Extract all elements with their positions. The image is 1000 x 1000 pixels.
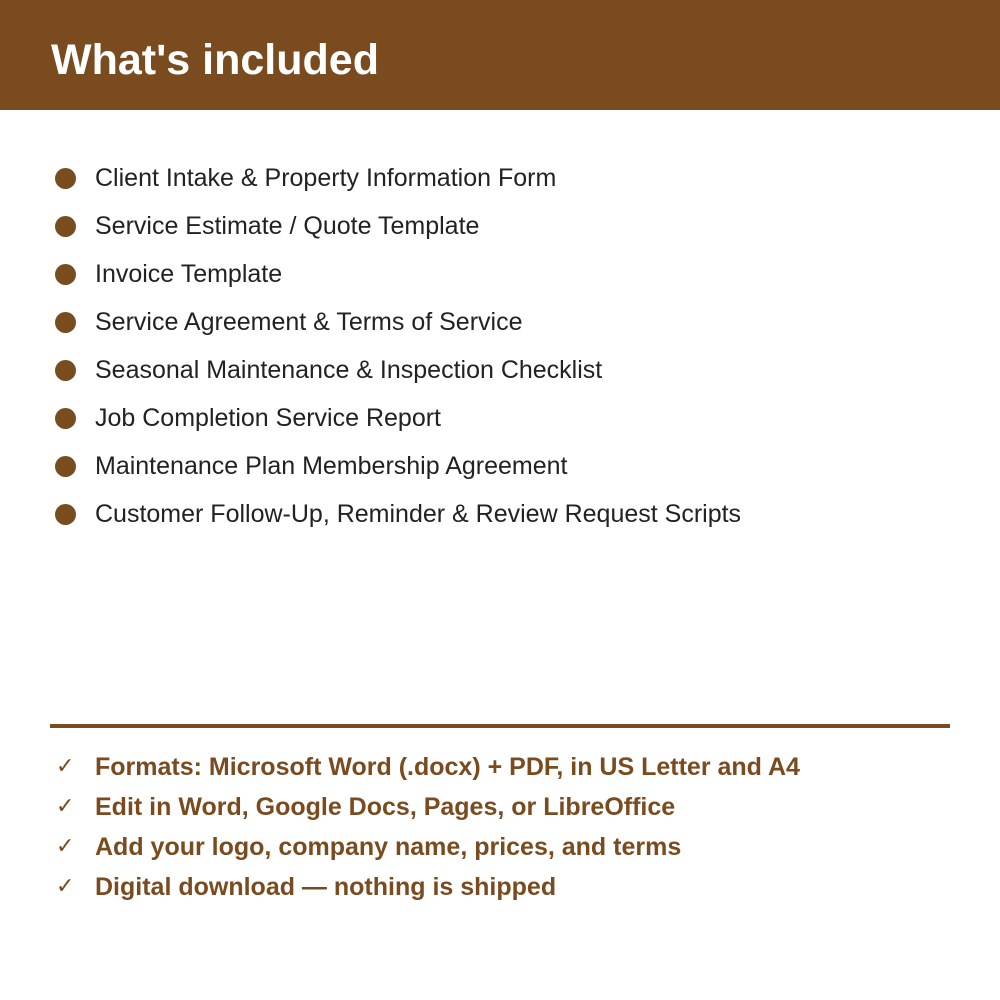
list-item xyxy=(0,490,1000,538)
feature-item xyxy=(0,868,1000,908)
features-list xyxy=(0,748,1000,908)
checkmark-icon: ✓ xyxy=(56,754,75,779)
feature-item xyxy=(0,828,1000,868)
list-item-label: Customer Follow-Up, Reminder & Review Request Scripts xyxy=(95,500,742,528)
bullet-dot-icon xyxy=(55,264,76,285)
list-item-label: Service Estimate / Quote Template xyxy=(95,212,480,240)
list-item-label: Service Agreement & Terms of Service xyxy=(95,308,523,336)
bullet-dot-icon xyxy=(55,216,76,237)
feature-label: Digital download — nothing is shipped xyxy=(95,873,557,901)
bullet-dot-icon xyxy=(55,360,76,381)
list-item xyxy=(0,442,1000,490)
list-item-label: Job Completion Service Report xyxy=(95,404,441,432)
list-item xyxy=(0,154,1000,202)
feature-item xyxy=(0,748,1000,788)
checkmark-icon: ✓ xyxy=(56,834,75,859)
bullet-dot-icon xyxy=(55,312,76,333)
section-divider xyxy=(50,724,950,728)
list-item-label: Invoice Template xyxy=(95,260,283,288)
included-items-list xyxy=(0,154,1000,538)
page-title: What's included xyxy=(51,36,379,84)
list-item xyxy=(0,298,1000,346)
bullet-dot-icon xyxy=(55,456,76,477)
feature-label: Add your logo, company name, prices, and terms xyxy=(95,833,682,861)
list-item-label: Maintenance Plan Membership Agreement xyxy=(95,452,568,480)
list-item xyxy=(0,250,1000,298)
list-item-label: Seasonal Maintenance & Inspection Checklist xyxy=(95,356,603,384)
checkmark-icon: ✓ xyxy=(56,874,75,899)
list-item xyxy=(0,202,1000,250)
bullet-dot-icon xyxy=(55,408,76,429)
header-banner xyxy=(0,0,1000,110)
feature-item xyxy=(0,788,1000,828)
list-item xyxy=(0,394,1000,442)
feature-label: Formats: Microsoft Word (.docx) + PDF, in US Letter and A4 xyxy=(95,753,800,781)
list-item xyxy=(0,346,1000,394)
list-item-label: Client Intake & Property Information Form xyxy=(95,164,557,192)
bullet-dot-icon xyxy=(55,504,76,525)
checkmark-icon: ✓ xyxy=(56,794,75,819)
feature-label: Edit in Word, Google Docs, Pages, or LibreOffice xyxy=(95,793,676,821)
bullet-dot-icon xyxy=(55,168,76,189)
